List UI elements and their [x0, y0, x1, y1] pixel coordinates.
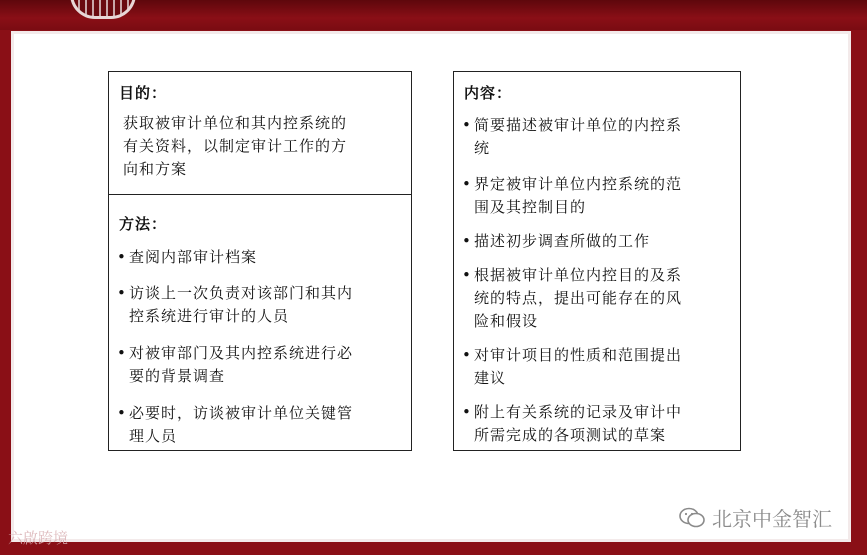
content-item-line: 简要描述被审计单位的内控系: [474, 116, 683, 134]
content-item-line: 围及其控制目的: [474, 198, 587, 216]
content-item: [462, 230, 650, 253]
bullet-icon: •: [462, 403, 472, 421]
purpose-line: 向和方案: [123, 160, 188, 178]
logo-icon: [70, 0, 136, 19]
bullet-icon: •: [462, 346, 472, 364]
bullet-icon: •: [462, 266, 472, 284]
method-item: [117, 342, 353, 388]
watermark-left: 六啟跨境: [8, 529, 69, 547]
content-box: [453, 71, 741, 451]
bullet-icon: •: [117, 404, 127, 422]
content-item: [462, 173, 682, 219]
bullet-icon: •: [117, 344, 127, 362]
bullet-icon: •: [462, 232, 472, 250]
content-item-line: 根据被审计单位内控目的及系: [474, 266, 683, 284]
content-item-line: 统: [474, 139, 491, 157]
method-item-line: 控系统进行审计的人员: [129, 307, 290, 325]
method-item-line: 理人员: [129, 427, 178, 445]
content-item-line: 统的特点，提出可能存在的风: [474, 289, 683, 307]
content-item: [462, 264, 682, 333]
method-item-line: 查阅内部审计档案: [129, 248, 258, 266]
content-item-line: 所需完成的各项测试的草案: [474, 426, 667, 444]
content-item: [462, 344, 682, 390]
content-item-line: 界定被审计单位内控系统的范: [474, 175, 683, 193]
content-item: [462, 401, 682, 447]
wechat-icon: [678, 507, 706, 529]
bullet-icon: •: [462, 116, 472, 134]
content-item-line: 描述初步调查所做的工作: [474, 232, 651, 250]
method-item: [117, 282, 353, 328]
slide: [11, 31, 851, 542]
box-divider: [109, 194, 411, 195]
purpose-method-box: [108, 71, 412, 451]
content-item-line: 对审计项目的性质和范围提出: [474, 346, 683, 364]
purpose-text: [123, 112, 347, 181]
method-item: [117, 246, 257, 269]
content-heading: 内容：: [464, 84, 513, 102]
top-band: [0, 0, 867, 30]
method-item-line: 访谈上一次负责对该部门和其内: [129, 284, 354, 302]
watermark-right-text: 北京中金智汇: [712, 507, 832, 531]
method-item-line: 要的背景调查: [129, 367, 226, 385]
purpose-heading: 目的：: [119, 84, 168, 102]
bullet-icon: •: [117, 284, 127, 302]
content-item-line: 附上有关系统的记录及审计中: [474, 403, 683, 421]
content-item: [462, 114, 682, 160]
content-item-line: 建议: [474, 369, 507, 387]
method-heading: 方法：: [119, 215, 168, 233]
bullet-icon: •: [462, 175, 472, 193]
method-item-line: 必要时，访谈被审计单位关键管: [129, 404, 354, 422]
method-item: [117, 402, 353, 448]
watermark-right: [678, 503, 832, 532]
content-item-line: 险和假设: [474, 312, 539, 330]
bullet-icon: •: [117, 248, 127, 266]
purpose-line: 有关资料，以制定审计工作的方: [123, 137, 348, 155]
method-item-line: 对被审部门及其内控系统进行必: [129, 344, 354, 362]
purpose-line: 获取被审计单位和其内控系统的: [123, 114, 348, 132]
